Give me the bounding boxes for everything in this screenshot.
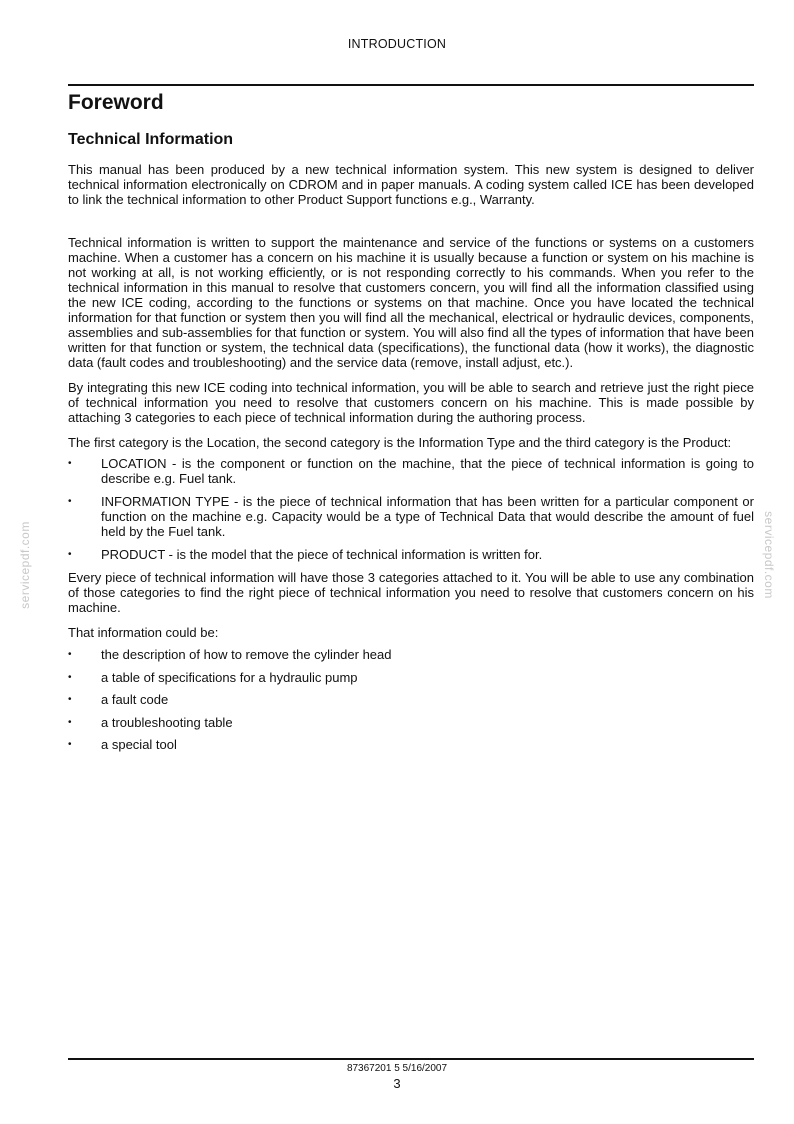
list-item (68, 737, 754, 752)
page-content (68, 88, 754, 760)
list-item-text: a special tool (101, 737, 177, 752)
list-item-product (68, 547, 754, 562)
page-number: 3 (393, 1076, 401, 1091)
bullet-icon: • (68, 458, 72, 469)
bullet-icon: • (68, 549, 72, 560)
paragraph-categories-intro: The first category is the Location, the second category is the Information Type and the third category is the Product: (68, 435, 732, 450)
paragraph-combination: Every piece of technical information will have those 3 categories attached to it. You will be able to use any combination of those categories to find the right piece of technical information you need to resolve that customers concern on his machine. (68, 570, 754, 615)
information-list (68, 647, 754, 752)
bullet-icon: • (68, 671, 72, 683)
page-title: Foreword (68, 91, 164, 114)
list-item-location (68, 456, 754, 486)
list-item (68, 692, 754, 707)
list-item-text: INFORMATION TYPE - is the piece of technical information that has been written for a particular component or function on the machine e.g. Capacity would be a type of Technical Data that would describe the amount of fuel held by the Fuel tank. (101, 494, 754, 539)
list-item-text: a table of specifications for a hydraulic pump (101, 669, 358, 685)
document-id: 87367201 5 5/16/2007 (346, 1063, 448, 1074)
list-item (68, 670, 754, 685)
list-item-text: a fault code (101, 692, 169, 707)
paragraph-ice-coding: By integrating this new ICE coding into technical information, you will be able to search and retrieve just the right piece of technical information you need to resolve that customers concern on his machine. This is made possible by attaching 3 categories to each piece of technical information during the authoring process. (68, 380, 754, 425)
bullet-icon: • (68, 739, 72, 750)
paragraph-intro: This manual has been produced by a new technical information system. This new system is designed to deliver technical information electronically on CDROM and in paper manuals. A coding system called ICE has been developed to link the technical information to other Product Support functions e.g., Warranty. (68, 162, 754, 207)
bullet-icon: • (68, 716, 72, 728)
bullet-icon: • (68, 649, 72, 660)
list-item-text: PRODUCT - is the model that the piece of technical information is written for. (101, 547, 543, 562)
list-item-text: the description of how to remove the cylinder head (101, 647, 392, 662)
bullet-icon: • (68, 496, 72, 507)
list-item-information-type (68, 494, 754, 539)
footer-rule (68, 1058, 754, 1060)
list-item (68, 715, 754, 730)
section-title: Technical Information (68, 131, 234, 148)
list-item-text: a troubleshooting table (101, 714, 233, 730)
paragraph-technical-info: Technical information is written to support the maintenance and service of the functions or systems on a customers machine. When a customer has a concern on his machine it is usually because a function or system on his machine is not working at all, is not working efficiently, or is not responding correctly to his commands. When you refer to the technical information in this manual to resolve that customers concern, you will find all the information classified using the new ICE coding, according to the functions or systems on that machine. Once you have located the technical information for that function or system then you will find all the mechanical, electrical or hydraulic devices, components, assemblies and sub-assemblies for that function or system. You will also find all the types of information that have been written for that function or system, the technical data (specifications), the functional data (how it works), the diagnostic data (fault codes and troubleshooting) and the service data (remove, install adjust, etc.). (68, 235, 754, 370)
running-header: INTRODUCTION (347, 37, 447, 51)
watermark-left: servicepdf.com (18, 521, 32, 609)
paragraph-information-could-be: That information could be: (68, 625, 219, 640)
list-item-text: LOCATION - is the component or function on the machine, that the piece of technical information is going to describe e.g. Fuel tank. (101, 456, 754, 486)
bullet-icon: • (68, 694, 72, 705)
header-rule (68, 84, 754, 86)
watermark-right: servicepdf.com (762, 511, 776, 599)
category-list (68, 456, 754, 562)
list-item (68, 647, 754, 662)
